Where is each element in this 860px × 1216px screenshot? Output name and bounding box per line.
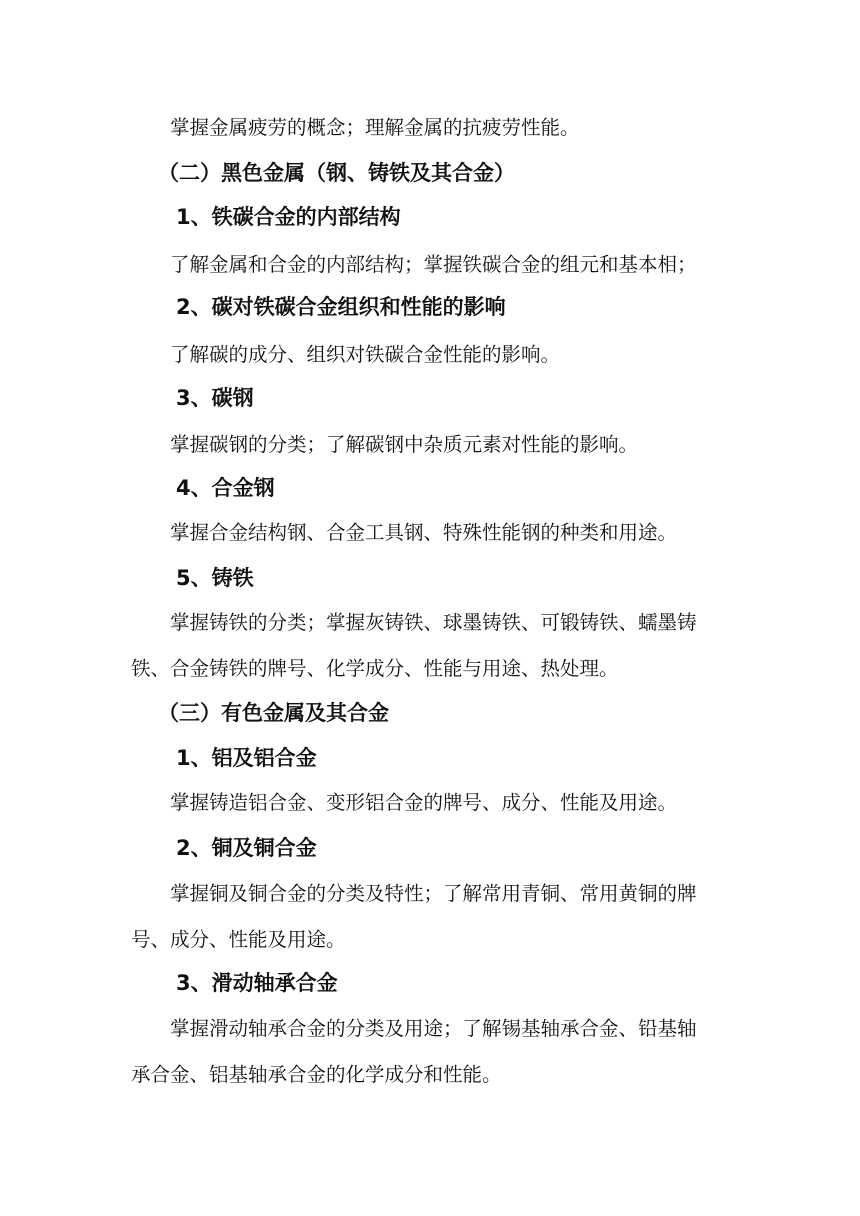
paragraph-line: 掌握滑动轴承合金的分类及用途；了解锡基轴承合金、铅基轴 <box>170 1017 697 1040</box>
sub-heading-aluminum: 1、铝及铝合金 <box>176 746 317 770</box>
paragraph-line: 掌握铸造铝合金、变形铝合金的牌号、成分、性能及用途。 <box>170 791 678 814</box>
paragraph-line: 掌握合金结构钢、合金工具钢、特殊性能钢的种类和用途。 <box>170 521 678 544</box>
section-heading-nonferrous: （三）有色金属及其合金 <box>158 701 389 725</box>
paragraph-line: 掌握铸铁的分类；掌握灰铸铁、球墨铸铁、可锻铸铁、蠕墨铸 <box>170 611 697 634</box>
section-heading-ferrous: （二）黑色金属（钢、铸铁及其合金） <box>158 161 515 185</box>
paragraph-line: 了解碳的成分、组织对铁碳合金性能的影响。 <box>170 343 561 366</box>
paragraph-line: 承合金、铝基轴承合金的化学成分和性能。 <box>131 1063 502 1086</box>
sub-heading-copper: 2、铜及铜合金 <box>176 836 317 860</box>
paragraph-line: 号、成分、性能及用途。 <box>131 928 346 951</box>
sub-heading-cast-iron: 5、铸铁 <box>176 566 254 590</box>
sub-heading-carbon-steel: 3、碳钢 <box>176 386 254 410</box>
paragraph-line: 掌握碳钢的分类；了解碳钢中杂质元素对性能的影响。 <box>170 433 639 456</box>
paragraph-line: 了解金属和合金的内部结构；掌握铁碳合金的组元和基本相； <box>170 253 697 276</box>
paragraph-line: 掌握铜及铜合金的分类及特性；了解常用青铜、常用黄铜的牌 <box>170 882 697 905</box>
sub-heading-alloy-steel: 4、合金钢 <box>176 476 275 500</box>
paragraph-line: 铁、合金铸铁的牌号、化学成分、性能与用途、热处理。 <box>131 657 619 680</box>
sub-heading-bearing-alloy: 3、滑动轴承合金 <box>176 971 338 995</box>
sub-heading-iron-carbon-structure: 1、铁碳合金的内部结构 <box>176 205 401 229</box>
sub-heading-carbon-effect: 2、碳对铁碳合金组织和性能的影响 <box>176 295 506 319</box>
intro-paragraph: 掌握金属疲劳的概念；理解金属的抗疲劳性能。 <box>170 116 580 139</box>
